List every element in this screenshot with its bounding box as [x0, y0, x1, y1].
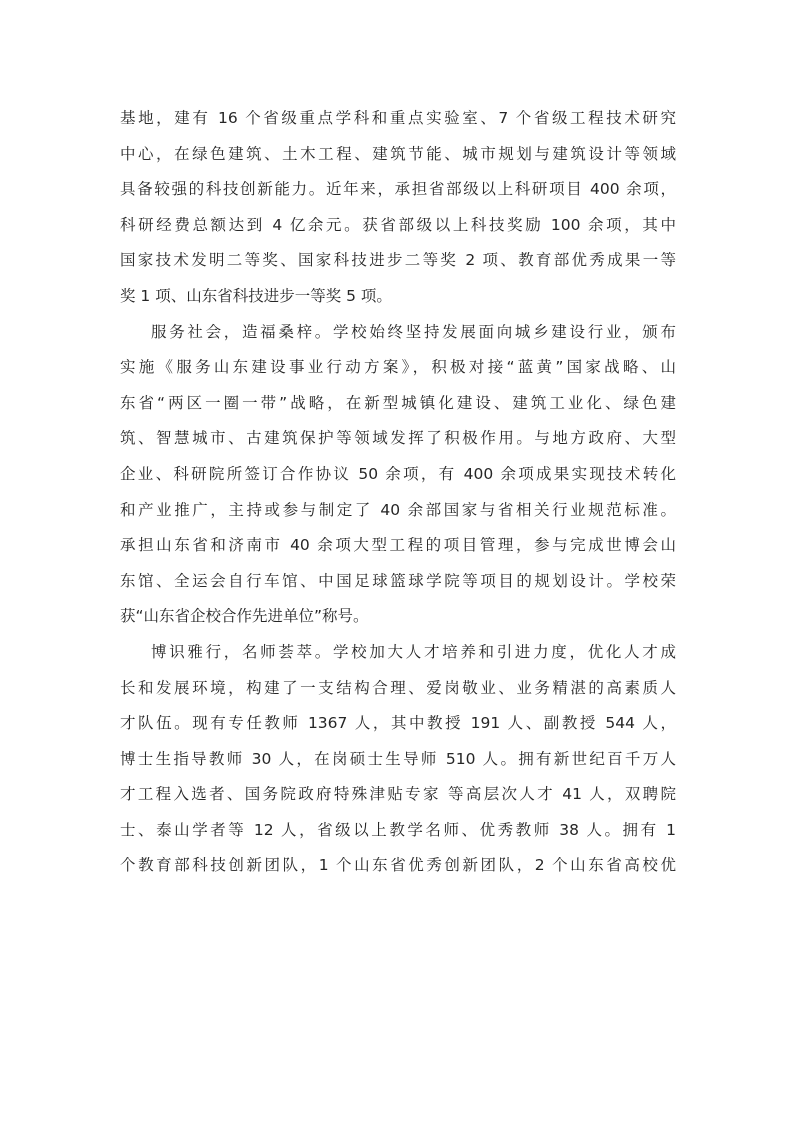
document-page	[120, 101, 676, 884]
text-line: 承担山东省和济南市 40 余项大型工程的项目管理，参与完成世博会山	[120, 536, 676, 555]
text-line: 才队伍。现有专任教师 1367 人，其中教授 191 人、副教授 544 人，	[120, 714, 676, 733]
text-line: 士、泰山学者等 12 人，省级以上教学名师、优秀教师 38 人。拥有 1	[120, 820, 676, 839]
text-line: 基地，建有 16 个省级重点学科和重点实验室、7 个省级工程技术研究	[120, 109, 676, 127]
text-line: 中心，在绿色建筑、土木工程、建筑节能、城市规划与建筑设计等领域	[120, 144, 676, 163]
text-line: 个教育部科技创新团队，1 个山东省优秀创新团队，2 个山东省高校优	[120, 856, 676, 875]
text-line: 具备较强的科技创新能力。近年来，承担省部级以上科研项目 400 余项，	[120, 180, 676, 199]
text-line: 国家技术发明二等奖、国家科技进步二等奖 2 项、教育部优秀成果一等	[120, 251, 676, 270]
text-line: 服务社会，造福桑梓。学校始终坚持发展面向城乡建设行业，颁布	[151, 322, 676, 341]
text-line: 获“山东省企校合作先进单位”称号。	[120, 607, 369, 626]
text-line: 东省“两区一圈一带”战略，在新型城镇化建设、建筑工业化、绿色建	[120, 393, 676, 412]
text-line: 博识雅行，名师荟萃。学校加大人才培养和引进力度，优化人才成	[151, 642, 676, 661]
text-line: 和产业推广，主持或参与制定了 40 余部国家与省相关行业规范标准。	[120, 500, 676, 519]
text-line: 博士生指导教师 30 人，在岗硕士生导师 510 人。拥有新世纪百千万人	[120, 749, 676, 768]
paragraph-social-service	[120, 315, 676, 635]
text-line: 奖 1 项、山东省科技进步一等奖 5 项。	[120, 286, 392, 305]
text-line: 东馆、全运会自行车馆、中国足球篮球学院等项目的规划设计。学校荣	[120, 571, 676, 590]
text-line: 才工程入选者、国务院政府特殊津贴专家 等高层次人才 41 人，双聘院	[120, 785, 676, 804]
text-line: 科研经费总额达到 4 亿余元。获省部级以上科技奖励 100 余项，其中	[120, 215, 676, 234]
paragraph-research	[120, 101, 676, 315]
text-line: 实施《服务山东建设事业行动方案》，积极对接“蓝黄”国家战略、山	[120, 358, 676, 377]
text-line: 企业、科研院所签订合作协议 50 余项，有 400 余项成果实现技术转化	[120, 464, 676, 483]
text-line: 长和发展环境，构建了一支结构合理、爱岗敬业、业务精湛的高素质人	[120, 678, 676, 697]
paragraph-faculty	[120, 635, 676, 884]
text-line: 筑、智慧城市、古建筑保护等领域发挥了积极作用。与地方政府、大型	[120, 429, 676, 448]
